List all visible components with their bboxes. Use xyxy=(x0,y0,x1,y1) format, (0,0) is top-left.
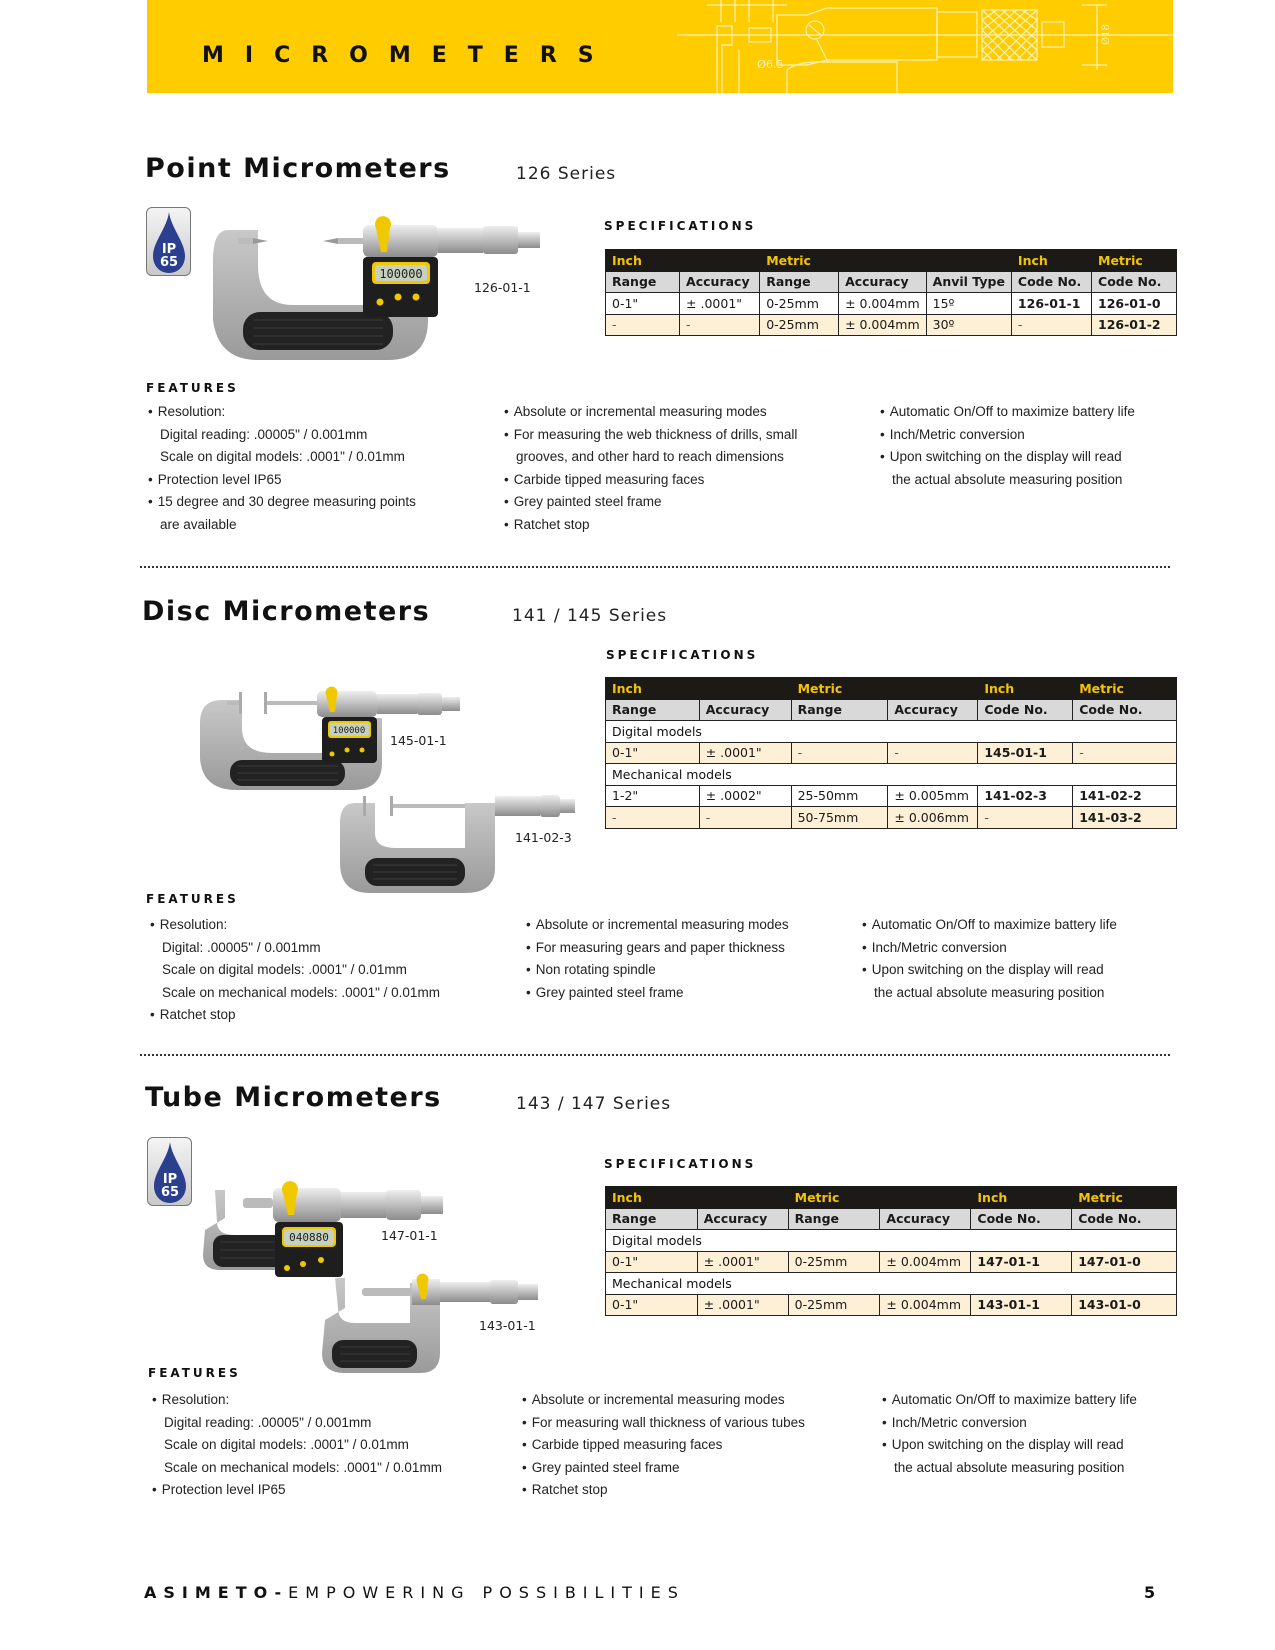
drawing-label-d65: Ø6.5 xyxy=(757,58,784,71)
table-group-cell xyxy=(699,678,791,700)
section-title-disc: Disc Micrometers xyxy=(142,596,431,627)
table-cell: ± .0001" xyxy=(697,1294,788,1316)
feature-item: • Inch/Metric conversion xyxy=(862,937,1117,960)
feature-item: • Resolution: xyxy=(150,914,440,937)
column-header: Range xyxy=(791,699,888,721)
feature-item: the actual absolute measuring position xyxy=(874,984,1105,1000)
table-cell: ± 0.004mm xyxy=(839,314,927,336)
table-cell: ± 0.005mm xyxy=(888,785,978,807)
feature-item: • Absolute or incremental measuring modes xyxy=(504,401,797,424)
feature-item: Digital: .00005" / 0.001mm xyxy=(162,939,321,955)
features-column xyxy=(882,1389,1137,1479)
features-column xyxy=(148,401,416,537)
table-cell: 0-25mm xyxy=(760,314,839,336)
water-drop-icon xyxy=(147,208,192,277)
column-header: Range xyxy=(788,1208,880,1230)
section-divider xyxy=(140,566,1170,568)
svg-text:65: 65 xyxy=(160,1185,180,1200)
table-group-row xyxy=(606,1187,1177,1209)
table-group-cell: Metric xyxy=(791,678,888,700)
features-column xyxy=(152,1389,442,1502)
table-group-cell xyxy=(888,678,978,700)
feature-item: • Automatic On/Off to maximize battery life xyxy=(882,1389,1137,1412)
table-header-row xyxy=(606,699,1177,721)
feature-item: are available xyxy=(160,516,237,532)
section-title-point: Point Micrometers xyxy=(145,153,451,184)
feature-item: • Carbide tipped measuring faces xyxy=(504,469,797,492)
table-cell: - xyxy=(888,742,978,764)
header-banner xyxy=(147,0,1173,93)
feature-item: • Upon switching on the display will read xyxy=(880,446,1135,469)
brand-tagline: EMPOWERING POSSIBILITIES xyxy=(288,1583,685,1602)
lcd-reading: 040880 xyxy=(289,1231,329,1244)
table-cell: 0-25mm xyxy=(788,1294,880,1316)
feature-item: • Carbide tipped measuring faces xyxy=(522,1434,805,1457)
table-cell-code: 126-01-0 xyxy=(1092,293,1177,315)
table-cell-code: 147-01-1 xyxy=(971,1251,1072,1273)
table-group-row xyxy=(606,678,1177,700)
feature-item: • Inch/Metric conversion xyxy=(880,424,1135,447)
feature-item: • Protection level IP65 xyxy=(148,469,416,492)
table-cell: ± 0.004mm xyxy=(880,1294,971,1316)
feature-item: • Upon switching on the display will read xyxy=(882,1434,1137,1457)
feature-item: • Ratchet stop xyxy=(150,1004,440,1027)
feature-item: • Protection level IP65 xyxy=(152,1479,442,1502)
feature-item: • Automatic On/Off to maximize battery life xyxy=(880,401,1135,424)
product-label: 143-01-1 xyxy=(479,1318,536,1333)
table-row xyxy=(606,742,1177,764)
table-cell: ± 0.006mm xyxy=(888,807,978,829)
feature-item: Digital reading: .00005" / 0.001mm xyxy=(164,1414,372,1430)
table-row xyxy=(606,1294,1177,1316)
table-cell: 0-1" xyxy=(606,742,700,764)
table-group-cell: Metric xyxy=(1092,250,1177,272)
feature-item: Scale on digital models: .0001" / 0.01mm xyxy=(164,1437,409,1453)
table-cell: 15º xyxy=(926,293,1011,315)
column-header: Code No. xyxy=(1011,271,1091,293)
column-header: Range xyxy=(606,699,700,721)
table-cell: - xyxy=(699,807,791,829)
table-cell-code: 141-02-3 xyxy=(978,785,1073,807)
feature-item: the actual absolute measuring position xyxy=(894,1459,1125,1475)
table-cell: - xyxy=(791,742,888,764)
feature-item: • For measuring gears and paper thickness xyxy=(526,937,789,960)
feature-item: • Resolution: xyxy=(152,1389,442,1412)
features-label: FEATURES xyxy=(148,1366,241,1380)
table-cell-code: 143-01-1 xyxy=(971,1294,1072,1316)
table-cell: 0-1" xyxy=(606,293,680,315)
table-group-cell xyxy=(839,250,927,272)
spec-table-disc xyxy=(605,677,1177,829)
column-header: Anvil Type xyxy=(926,271,1011,293)
table-subgroup-row xyxy=(606,1230,1177,1252)
table-group-cell xyxy=(926,250,1011,272)
page-number: 5 xyxy=(1144,1583,1156,1602)
table-group-cell: Inch xyxy=(971,1187,1072,1209)
table-group-cell xyxy=(680,250,760,272)
table-cell: 0-25mm xyxy=(788,1251,880,1273)
feature-item: • Grey painted steel frame xyxy=(526,982,789,1005)
table-cell-code: 147-01-0 xyxy=(1072,1251,1177,1273)
drawing-label-d18: Ø18 xyxy=(1101,24,1112,45)
feature-item: the actual absolute measuring position xyxy=(892,471,1123,487)
subgroup-label: Digital models xyxy=(606,721,1177,743)
feature-item: • For measuring wall thickness of various tubes xyxy=(522,1412,805,1435)
svg-text:65: 65 xyxy=(159,255,179,270)
features-column xyxy=(522,1389,805,1502)
spec-table-tube xyxy=(605,1186,1177,1316)
product-label: 126-01-1 xyxy=(474,280,531,295)
table-cell-code: 141-02-2 xyxy=(1073,785,1177,807)
table-group-row xyxy=(606,250,1177,272)
table-cell: - xyxy=(1073,742,1177,764)
specifications-label: SPECIFICATIONS xyxy=(604,219,757,233)
table-cell-code: 141-03-2 xyxy=(1073,807,1177,829)
table-cell: 0-1" xyxy=(606,1294,698,1316)
footer-brand xyxy=(144,1583,685,1602)
feature-item: Scale on mechanical models: .0001" / 0.01mm xyxy=(164,1459,442,1475)
column-header: Code No. xyxy=(1092,271,1177,293)
ip65-badge xyxy=(147,1137,192,1206)
table-cell: ± 0.004mm xyxy=(880,1251,971,1273)
product-label: 141-02-3 xyxy=(515,830,572,845)
table-header-row xyxy=(606,271,1177,293)
table-cell: - xyxy=(680,314,760,336)
table-cell: 0-1" xyxy=(606,1251,698,1273)
micrometer-drawing-icon xyxy=(677,0,1173,93)
section-title-tube: Tube Micrometers xyxy=(145,1082,442,1113)
table-group-cell: Inch xyxy=(606,678,700,700)
table-cell: 25-50mm xyxy=(791,785,888,807)
table-cell: - xyxy=(606,807,700,829)
product-image-147-01-1 xyxy=(195,1180,490,1280)
column-header: Code No. xyxy=(971,1208,1072,1230)
table-row xyxy=(606,314,1177,336)
table-cell: 0-25mm xyxy=(760,293,839,315)
feature-item: • Absolute or incremental measuring modes xyxy=(526,914,789,937)
table-subgroup-row xyxy=(606,721,1177,743)
table-cell: 1-2" xyxy=(606,785,700,807)
features-column xyxy=(526,914,789,1004)
table-row xyxy=(606,785,1177,807)
table-row xyxy=(606,293,1177,315)
feature-item: • Grey painted steel frame xyxy=(522,1457,805,1480)
table-cell-code: 126-01-1 xyxy=(1011,293,1091,315)
feature-item: • Ratchet stop xyxy=(522,1479,805,1502)
column-header: Code No. xyxy=(1072,1208,1177,1230)
feature-item: • Ratchet stop xyxy=(504,514,797,537)
spec-table-point xyxy=(605,249,1177,336)
specifications-label: SPECIFICATIONS xyxy=(606,648,759,662)
table-group-cell: Metric xyxy=(1072,1187,1177,1209)
feature-item: Scale on mechanical models: .0001" / 0.01mm xyxy=(162,984,440,1000)
table-group-cell: Metric xyxy=(760,250,839,272)
features-column xyxy=(862,914,1117,1004)
feature-item: • For measuring the web thickness of drills, small xyxy=(504,424,797,447)
product-label: 145-01-1 xyxy=(390,733,447,748)
lcd-reading: 100000 xyxy=(332,726,366,736)
svg-text:IP: IP xyxy=(161,242,177,257)
table-group-cell: Inch xyxy=(606,1187,698,1209)
lcd-reading: 100000 xyxy=(379,267,423,281)
table-cell: ± 0.004mm xyxy=(839,293,927,315)
column-header: Accuracy xyxy=(697,1208,788,1230)
section-divider xyxy=(140,1054,1170,1056)
feature-item: Scale on digital models: .0001" / 0.01mm xyxy=(162,962,407,978)
specifications-label: SPECIFICATIONS xyxy=(604,1157,757,1171)
column-header: Range xyxy=(760,271,839,293)
feature-item: • Grey painted steel frame xyxy=(504,491,797,514)
subgroup-label: Digital models xyxy=(606,1230,1177,1252)
section-series-disc: 141 / 145 Series xyxy=(512,606,668,626)
svg-text:IP: IP xyxy=(162,1172,178,1187)
features-column xyxy=(504,401,797,537)
features-column xyxy=(150,914,440,1027)
table-cell-code: 145-01-1 xyxy=(978,742,1073,764)
feature-item: grooves, and other hard to reach dimensions xyxy=(516,449,784,465)
column-header: Accuracy xyxy=(888,699,978,721)
features-column xyxy=(880,401,1135,491)
brand-name: ASIMETO- xyxy=(144,1583,289,1602)
section-series-point: 126 Series xyxy=(516,164,617,184)
table-header-row xyxy=(606,1208,1177,1230)
feature-item: • Resolution: xyxy=(148,401,416,424)
ip65-badge xyxy=(146,207,191,276)
table-subgroup-row xyxy=(606,1273,1177,1295)
table-cell: 50-75mm xyxy=(791,807,888,829)
feature-item: Scale on digital models: .0001" / 0.01mm xyxy=(160,449,405,465)
feature-item: • Absolute or incremental measuring modes xyxy=(522,1389,805,1412)
table-cell: - xyxy=(978,807,1073,829)
section-series-tube: 143 / 147 Series xyxy=(516,1094,672,1114)
table-cell: 30º xyxy=(926,314,1011,336)
table-cell: ± .0001" xyxy=(699,742,791,764)
column-header: Range xyxy=(606,271,680,293)
subgroup-label: Mechanical models xyxy=(606,1273,1177,1295)
table-cell: - xyxy=(606,314,680,336)
column-header: Accuracy xyxy=(680,271,760,293)
table-group-cell: Inch xyxy=(1011,250,1091,272)
table-group-cell xyxy=(697,1187,788,1209)
table-group-cell xyxy=(880,1187,971,1209)
column-header: Code No. xyxy=(978,699,1073,721)
column-header: Range xyxy=(606,1208,698,1230)
column-header: Accuracy xyxy=(699,699,791,721)
features-label: FEATURES xyxy=(146,381,239,395)
water-drop-icon xyxy=(148,1138,193,1207)
column-header: Accuracy xyxy=(880,1208,971,1230)
feature-item: • Automatic On/Off to maximize battery life xyxy=(862,914,1117,937)
product-label: 147-01-1 xyxy=(381,1228,438,1243)
table-group-cell: Inch xyxy=(606,250,680,272)
table-cell: - xyxy=(1011,314,1091,336)
feature-item: • Inch/Metric conversion xyxy=(882,1412,1137,1435)
table-row xyxy=(606,1251,1177,1273)
feature-item: • Upon switching on the display will read xyxy=(862,959,1117,982)
table-cell: ± .0001" xyxy=(680,293,760,315)
feature-item: Digital reading: .00005" / 0.001mm xyxy=(160,426,368,442)
table-cell-code: 126-01-2 xyxy=(1092,314,1177,336)
feature-item: • Non rotating spindle xyxy=(526,959,789,982)
table-cell: ± .0001" xyxy=(697,1251,788,1273)
table-row xyxy=(606,807,1177,829)
table-group-cell: Metric xyxy=(1073,678,1177,700)
table-cell: ± .0002" xyxy=(699,785,791,807)
column-header: Code No. xyxy=(1073,699,1177,721)
subgroup-label: Mechanical models xyxy=(606,764,1177,786)
page-title: MICROMETERS xyxy=(202,43,615,68)
feature-item: • 15 degree and 30 degree measuring points xyxy=(148,491,416,514)
table-subgroup-row xyxy=(606,764,1177,786)
table-cell-code: 143-01-0 xyxy=(1072,1294,1177,1316)
table-group-cell: Inch xyxy=(978,678,1073,700)
table-group-cell: Metric xyxy=(788,1187,880,1209)
features-label: FEATURES xyxy=(146,892,239,906)
column-header: Accuracy xyxy=(839,271,927,293)
